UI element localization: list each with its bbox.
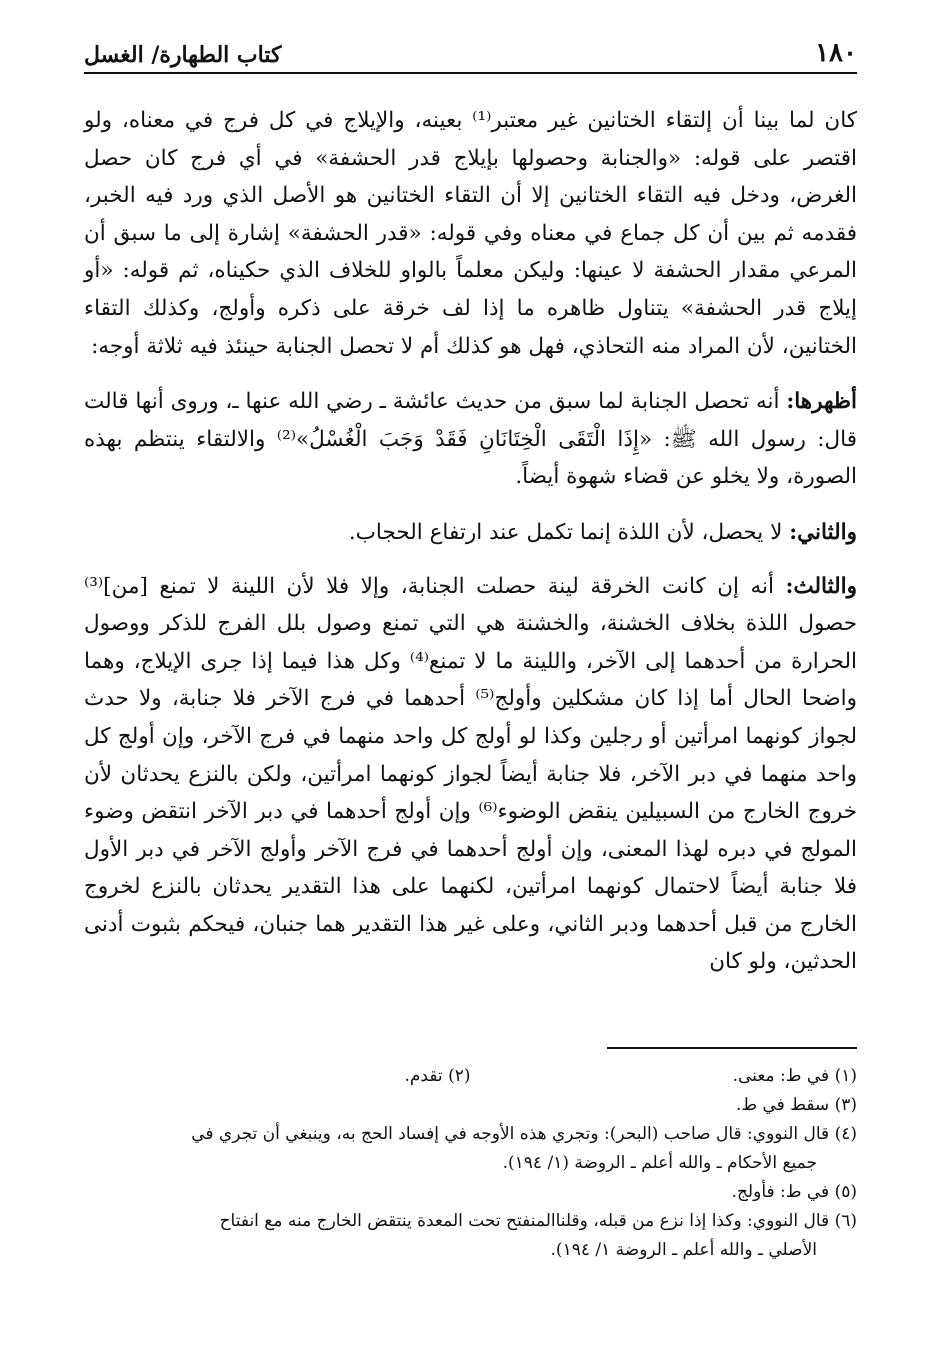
footnote-5: (٥) في ط: فأولج. (731, 1182, 857, 1202)
paragraph-4 (84, 568, 857, 982)
paragraph-2-lead: أظهرها: (786, 389, 857, 415)
paragraph-3-lead: والثاني: (789, 519, 857, 545)
paragraph-3-text: لا يحصل، لأن اللذة إنما تكمل عند ارتفاع الحجاب. (348, 519, 790, 545)
footnote-4-continued: جميع الأحكام ـ والله أعلم ـ الروضة (١/ ١٩٤). (502, 1153, 817, 1173)
footnotes (84, 1062, 857, 1265)
running-title: كتاب الطهارة/ الغسل (84, 42, 282, 68)
footnote-2: (٢) تقدم. (404, 1066, 471, 1086)
footnote-3: (٣) سقط في ط. (735, 1095, 857, 1115)
footnote-divider (607, 1047, 857, 1049)
main-text (84, 102, 857, 999)
page-number: ١٨٠ (815, 38, 857, 68)
paragraph-2-text: أنه تحصل الجنابة لما سبق من حديث عائشة ـ رضي الله عنها ـ، وروى أنها قالت قال: رسول الله ﷺ: «إِذَا الْتَقَى الْخِتَانَانِ فَقَدْ وَجَبَ الْغُسْلُ»⁽²⁾ والالتقاء ينتظم بهذه الصورة، ولا يخلو عن قضاء شهوة أيضاً. (84, 389, 857, 490)
footnote-6-continued: الأصلي ـ والله أعلم ـ الروضة ١/ ١٩٤). (550, 1240, 817, 1260)
paragraph-4-lead: والثالث: (785, 573, 857, 599)
page-header (84, 38, 857, 74)
paragraph-2 (84, 383, 857, 496)
paragraph-3 (84, 514, 857, 552)
paragraph-1: كان لما بينا أن إلتقاء الختانين غير معتبر⁽¹⁾ بعينه، والإيلاج في كل فرج في معناه، ولو اقتصر على قوله: «والجنابة وحصولها بإيلاج قدر الحشفة» في أي فرج كان حصل الغرض، ودخل فيه التقاء الختانين إلا أن التقاء الختانين هو الأصل الذي ورد فيه الخبر، فقدمه ثم بين أن كل جماع في معناه وفي قوله: «قدر الحشفة» إشارة إلى ما سبق أن المرعي مقدار الحشفة لا عينها: وليكن معلماً بالواو للخلاف الذي حكيناه، ثم قوله: «أو إيلاج قدر الحشفة» يتناول ظاهره ما إذا لف خرقة على ذكره وأولج، وكذلك التقاء الختانين، لأن المراد منه التحاذي، فهل هو كذلك أم لا تحصل الجنابة حينئذ فيه ثلاثة أوجه: (84, 108, 857, 359)
footnote-6: (٦) قال النووي: وكذا إذا نزع من قبله، وقلناالمنفتح تحت المعدة ينتقض الخارج منه مع انفتاح (219, 1211, 857, 1231)
footnote-1: (١) في ط: معنى. (732, 1066, 857, 1086)
footnote-row-1 (84, 1062, 857, 1091)
paragraph-4-text: أنه إن كانت الخرقة لينة حصلت الجنابة، وإلا فلا لأن اللينة لا تمنع [من]⁽³⁾ حصول اللذة بخلاف الخشنة، والخشنة هي التي تمنع وصول بلل الفرج للذكر ووصول الحرارة من أحدهما إلى الآخر، واللينة ما لا تمنع⁽⁴⁾ وكل هذا فيما إذا جرى الإيلاج، وهما واضحا الحال أما إذا كان مشكلين وأولج⁽⁵⁾ أحدهما في فرج الآخر فلا جنابة، ولا حدث لجواز كونهما امرأتين أو رجلين وكذا لو أولج كل واحد منهما في فرج الآخر، وإن أولج كل واحد منهما في دبر الآخر، فلا جنابة أيضاً لجواز كونهما امرأتين، ولكن بالنزع يحدثان لأن خروج الخارج من السبيلين ينقض الوضوء⁽⁶⁾ وإن أولج أحدهما في دبر الآخر انتقض وضوء المولج في دبره لهذا المعنى، وإن أولج أحدهما في فرج الآخر وأولج الآخر في دبر الأول فلا جنابة أيضاً لاحتمال كونهما امرأتين، لكنهما على هذا التقدير يحدثان بالنزع لخروج الخارج من قبل أحدهما ودبر الثاني، وعلى غير هذا التقدير هما جنبان، فيحكم بثبوت أدنى الحدثين، ولو كان (84, 573, 857, 975)
footnote-4: (٤) قال النووي: قال صاحب (البحر): وتجري هذه الأوجه في إفساد الحج به، وينبغي أن تجري في (191, 1124, 857, 1144)
